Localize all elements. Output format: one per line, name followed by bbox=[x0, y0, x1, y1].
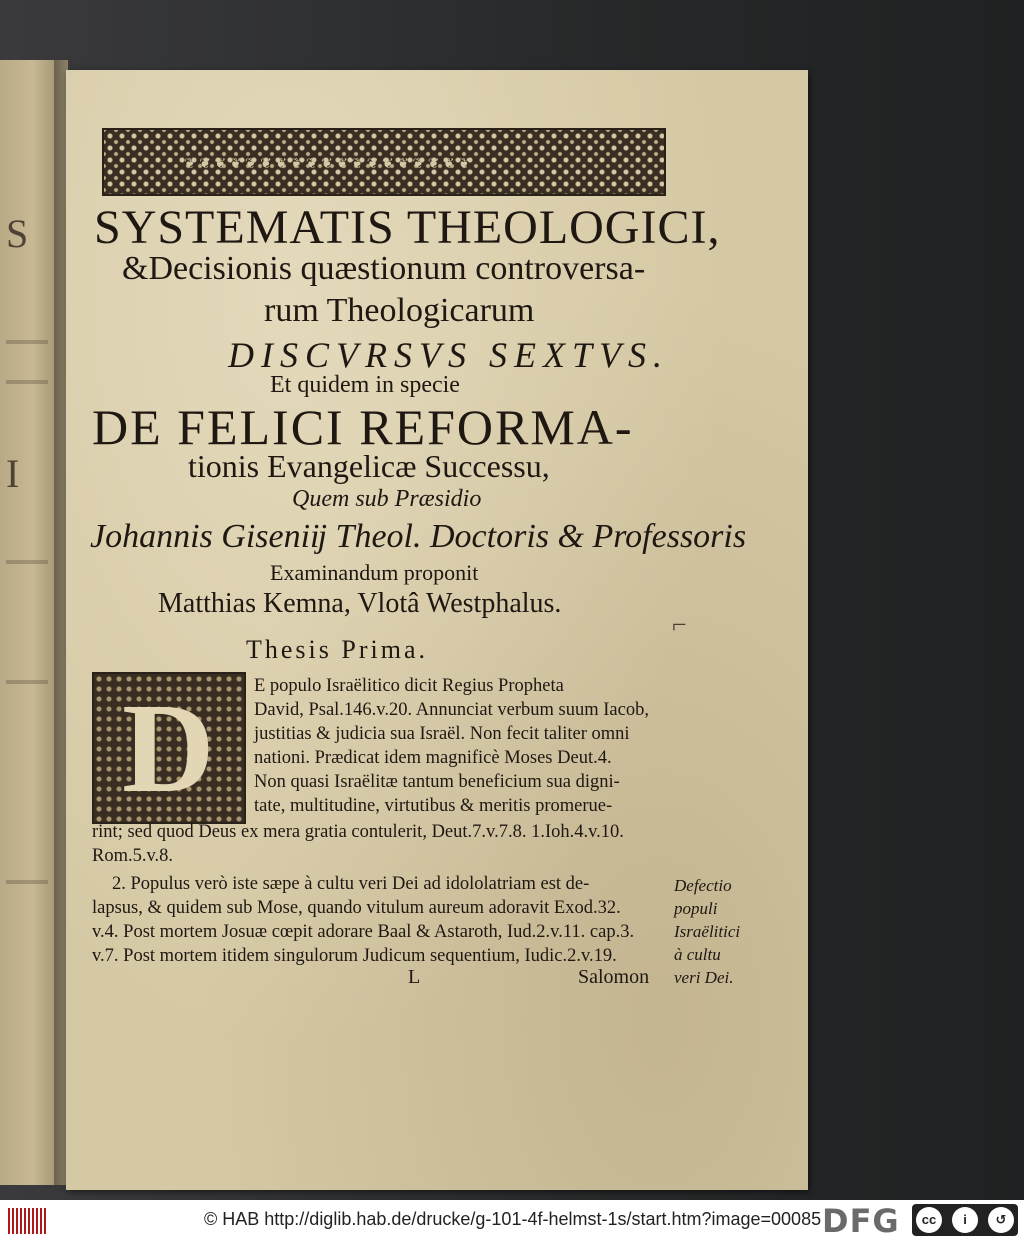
hab-logo-icon bbox=[8, 1208, 48, 1234]
subtitle-line: rum Theologicarum bbox=[264, 292, 535, 329]
margin-note-line: Defectio bbox=[674, 876, 732, 895]
previous-page-text-trace bbox=[6, 380, 48, 384]
previous-page-glyph: S bbox=[6, 211, 29, 256]
discursus-heading: DISCVRSVS SEXTVS. bbox=[228, 335, 669, 375]
decorated-initial bbox=[92, 672, 246, 824]
dfg-logo: DFG bbox=[822, 1202, 900, 1240]
paragraph-line: lapsus, & quidem sub Mose, quando vitulum aureum adoravit Exod.32. bbox=[92, 898, 621, 918]
paragraph-line: E populo Israëlitico dicit Regius Propheta bbox=[254, 676, 564, 696]
examinandum-line: Examinandum proponit bbox=[270, 560, 479, 585]
ornament-flourish-icon: ❦ ❦ ❦ ❦ ❦ ❦ ❦ ❦ ❦ ❦ ❦ ❦ ❦ ❦ ❦ ❦ ❦ ❦ ❦ bbox=[184, 157, 470, 172]
cc-icon: cc bbox=[916, 1207, 942, 1233]
previous-page-text-trace bbox=[6, 680, 48, 684]
paragraph-line: Non quasi Israëlitæ tantum beneficium sua digni- bbox=[254, 772, 620, 792]
paragraph-line: rint; sed quod Deus ex mera gratia contulerit, Deut.7.v.7.8. 1.Ioh.4.v.10. bbox=[92, 822, 624, 842]
topic-heading: DE FELICI REFORMA- bbox=[92, 399, 634, 455]
previous-page-text-trace bbox=[6, 880, 48, 884]
initial-letter: D bbox=[122, 677, 215, 819]
previous-page-text-trace bbox=[6, 560, 48, 564]
paragraph-line: 2. Populus verò iste sæpe à cultu veri Dei ad idololatriam est de- bbox=[112, 874, 590, 894]
license-badge[interactable] bbox=[912, 1204, 1018, 1236]
paragraph-line: nationi. Prædicat idem magnificè Moses Deut.4. bbox=[254, 748, 612, 768]
document-title: SYSTEMATIS THEOLOGICI, bbox=[94, 201, 721, 254]
signature-mark: L bbox=[408, 966, 421, 988]
praeses-name: Johannis Giseniĳ Theol. Doctoris & Professoris bbox=[90, 518, 747, 555]
paragraph-line: v.7. Post mortem itidem singulorum Judicum sequentium, Iudic.2.v.19. bbox=[92, 946, 617, 966]
praesidio-line: Quem sub Præsidio bbox=[292, 486, 482, 512]
previous-page-text-trace bbox=[6, 340, 48, 344]
paragraph-line: v.4. Post mortem Josuæ cœpit adorare Baal & Astaroth, Iud.2.v.11. cap.3. bbox=[92, 922, 635, 942]
sa-icon: ↺ bbox=[988, 1207, 1014, 1233]
respondent-name: Matthias Kemna, Vlotâ Westphalus. bbox=[158, 588, 562, 619]
catchword: Salomon bbox=[578, 966, 650, 988]
subtitle-line: &Decisionis quæstionum controversa- bbox=[122, 250, 646, 287]
paragraph-line: justitias & judicia sua Israël. Non fecit taliter omni bbox=[254, 724, 630, 744]
previous-page-edge bbox=[0, 60, 54, 1185]
margin-note-line: veri Dei. bbox=[674, 968, 734, 987]
topic-line: tionis Evangelicæ Successu, bbox=[188, 448, 550, 484]
margin-note-line: populi bbox=[674, 899, 718, 918]
paragraph-line: tate, multitudine, virtutibus & meritis promerue- bbox=[254, 796, 613, 816]
in-specie-line: Et quidem in specie bbox=[270, 372, 460, 398]
viewer-footer bbox=[0, 1200, 1024, 1241]
thesis-heading: Thesis Prima. bbox=[246, 635, 428, 664]
paragraph-line: David, Psal.146.v.20. Annunciat verbum suum Iacob, bbox=[254, 700, 649, 720]
copyright-link[interactable]: © HAB http://diglib.hab.de/drucke/g-101-4f-helmst-1s/start.htm?image=00085 bbox=[204, 1209, 822, 1229]
by-icon: i bbox=[952, 1207, 978, 1233]
headpiece-ornament bbox=[102, 128, 666, 196]
pencil-mark: ⌐ bbox=[672, 610, 687, 639]
margin-note-line: Israëlitici bbox=[674, 922, 741, 941]
previous-page-glyph: I bbox=[6, 451, 20, 496]
margin-note-line: à cultu bbox=[674, 945, 721, 964]
paragraph-line: Rom.5.v.8. bbox=[92, 846, 174, 866]
